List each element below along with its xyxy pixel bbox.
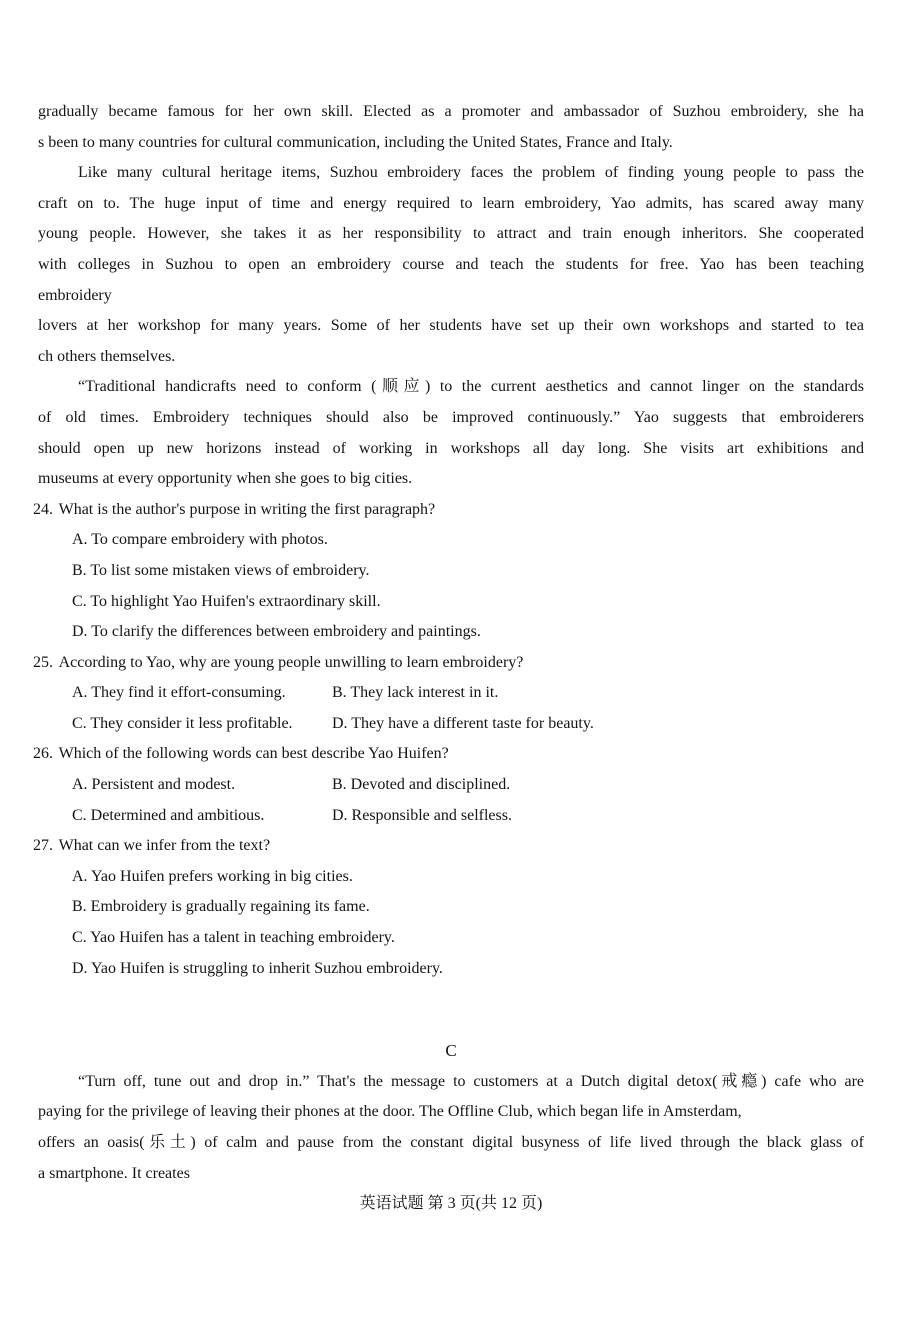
option: A. Yao Huifen prefers working in big cities. bbox=[72, 867, 353, 885]
passage-line: “Turn off, tune out and drop in.” That's the message to customers at a Dutch digital detox(戒瘾) cafe who are bbox=[78, 1072, 864, 1090]
section-c bbox=[38, 1036, 864, 1189]
passage-line: with colleges in Suzhou to open an embroidery course and teach the students for free. Yao has been teaching bbox=[38, 255, 864, 273]
passage-line: lovers at her workshop for many years. Some of her students have set up their own workshops and started to tea bbox=[38, 317, 864, 335]
question-27 bbox=[33, 831, 864, 984]
passage-line: young people. However, she takes it as her responsibility to attract and train enough inheritors. She cooperated bbox=[38, 225, 864, 243]
option-row bbox=[38, 525, 864, 556]
option-row bbox=[38, 892, 864, 923]
page-footer: 英语试题 第 3 页(共 12 页) bbox=[359, 1195, 543, 1213]
question-stem-line bbox=[33, 739, 864, 770]
passage-line: embroidery bbox=[38, 286, 112, 304]
option-row bbox=[38, 617, 864, 648]
option: C. Determined and ambitious. bbox=[72, 806, 265, 824]
question-24 bbox=[33, 495, 864, 648]
passage-line: “Traditional handicrafts need to conform (顺应) to the current aesthetics and cannot linger on the standards bbox=[78, 378, 864, 396]
option: C. To highlight Yao Huifen's extraordinary skill. bbox=[72, 592, 381, 610]
section-c-passage bbox=[38, 1067, 864, 1189]
option-row bbox=[38, 862, 864, 893]
passage-b bbox=[38, 97, 864, 495]
question-stem-line bbox=[33, 495, 864, 526]
option-row bbox=[38, 923, 864, 954]
option-row bbox=[38, 678, 864, 709]
passage-line: offers an oasis(乐土) of calm and pause from the constant digital busyness of life lived through the black glass of bbox=[38, 1134, 864, 1151]
passage-line: ch others themselves. bbox=[38, 347, 176, 365]
option: B. To list some mistaken views of embroidery. bbox=[72, 561, 370, 579]
question-number: 25. bbox=[33, 653, 53, 671]
passage-line: paying for the privilege of leaving their phones at the door. The Offline Club, which began life in Amsterdam, bbox=[38, 1103, 742, 1121]
passage-line: s been to many countries for cultural communication, including the United States, France and Italy. bbox=[38, 133, 673, 151]
passage-line: should open up new horizons instead of working in workshops all day long. She visits art exhibitions and bbox=[38, 439, 864, 457]
option-row bbox=[38, 709, 864, 740]
question-number: 26. bbox=[33, 745, 53, 763]
option: C. They consider it less profitable. bbox=[72, 714, 293, 732]
option: A. To compare embroidery with photos. bbox=[72, 531, 328, 549]
questions-block bbox=[33, 495, 864, 985]
option-row bbox=[38, 770, 864, 801]
option: B. Embroidery is gradually regaining its fame. bbox=[72, 898, 370, 916]
option-row bbox=[38, 954, 864, 985]
option: D. Yao Huifen is struggling to inherit Suzhou embroidery. bbox=[72, 959, 443, 977]
passage-line: craft on to. The huge input of time and energy required to learn embroidery, Yao admits, has scared away many bbox=[38, 194, 864, 212]
option-row bbox=[38, 587, 864, 618]
option-row bbox=[38, 801, 864, 832]
question-number: 27. bbox=[33, 837, 53, 855]
option: C. Yao Huifen has a talent in teaching embroidery. bbox=[72, 929, 395, 947]
option: A. Persistent and modest. bbox=[72, 776, 236, 794]
option-row bbox=[38, 556, 864, 587]
option: B. They lack interest in it. bbox=[332, 684, 499, 702]
option: D. They have a different taste for beauty. bbox=[332, 714, 594, 732]
question-stem: What can we infer from the text? bbox=[58, 837, 271, 855]
passage-line: museums at every opportunity when she goes to big cities. bbox=[38, 470, 413, 488]
question-stem: What is the author's purpose in writing the first paragraph? bbox=[58, 500, 436, 518]
option: B. Devoted and disciplined. bbox=[332, 776, 511, 794]
section-c-heading: C bbox=[445, 1041, 457, 1061]
question-26 bbox=[33, 739, 864, 831]
question-stem: Which of the following words can best describe Yao Huifen? bbox=[58, 745, 449, 763]
passage-line: Like many cultural heritage items, Suzhou embroidery faces the problem of finding young people to pass the bbox=[78, 164, 864, 182]
question-stem: According to Yao, why are young people unwilling to learn embroidery? bbox=[58, 653, 524, 671]
option: D. Responsible and selfless. bbox=[332, 806, 512, 824]
passage-line: gradually became famous for her own skill. Elected as a promoter and ambassador of Suzhou embroidery, she ha bbox=[38, 103, 864, 120]
option: A. They find it effort-consuming. bbox=[72, 684, 286, 702]
question-number: 24. bbox=[33, 500, 53, 518]
question-stem-line bbox=[33, 831, 864, 862]
passage-line: of old times. Embroidery techniques should also be improved continuously.” Yao suggests that embroiderers bbox=[38, 408, 864, 426]
passage-line: a smartphone. It creates bbox=[38, 1164, 190, 1182]
question-25 bbox=[33, 648, 864, 740]
question-stem-line bbox=[33, 648, 864, 679]
option: D. To clarify the differences between embroidery and paintings. bbox=[72, 623, 481, 641]
